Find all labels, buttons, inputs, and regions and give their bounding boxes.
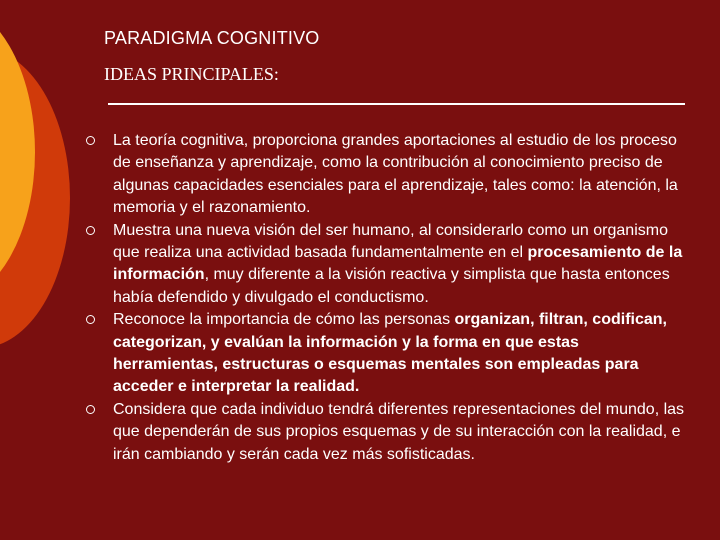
bullet-text-segment: , muy diferente a la visión reactiva y simplista que hasta entonces había defendido y divulgado el conductismo. xyxy=(113,266,670,306)
bullet-text-segment: Muestra una nueva visión del ser humano, al considerarlo como un organismo que realiza una actividad basada fundamentalmente en el xyxy=(113,221,668,262)
bullet-item xyxy=(86,130,686,220)
bullet-text-emphasis: procesamiento de la información xyxy=(113,244,683,284)
slide-title: PARADIGMA COGNITIVO xyxy=(104,28,320,48)
bullet-list xyxy=(86,130,686,466)
bullet-circle-icon xyxy=(86,315,95,324)
bullet-text xyxy=(113,311,667,395)
bullet-text-emphasis: organizan, filtran, codifican, categorizan, y evalúan la información y la forma en que estas herramientas, estructuras o esquemas mentales son empleadas para acceder e interpretar la realidad. xyxy=(113,311,667,396)
bullet-circle-icon xyxy=(86,136,95,145)
bullet-text xyxy=(113,132,678,216)
slide-subtitle: IDEAS PRINCIPALES: xyxy=(104,64,279,84)
bullet-text-segment: Reconoce la importancia de cómo las personas xyxy=(113,311,455,329)
bullet-circle-icon xyxy=(86,226,95,235)
bullet-text xyxy=(113,222,682,306)
bullet-circle-icon xyxy=(86,405,95,414)
bullet-item xyxy=(86,220,686,310)
bullet-text-segment: La teoría cognitiva, proporciona grandes aportaciones al estudio de los proceso de enseñanza y aprendizaje, como la contribución al conocimiento preciso de algunas capacidades esenciales para el aprendizaje, tales como: la atención, la memoria y el razonamiento. xyxy=(113,132,678,217)
bullet-item xyxy=(86,399,686,466)
title-underline xyxy=(108,103,685,105)
bullet-text xyxy=(113,401,684,463)
bullet-text-segment: Considera que cada individuo tendrá diferentes representaciones del mundo, las que dependerán de sus propios esquemas y de su interacción con la realidad, e irán cambiando y serán cada vez más sofisticadas. xyxy=(113,400,685,463)
bullet-item xyxy=(86,309,686,399)
